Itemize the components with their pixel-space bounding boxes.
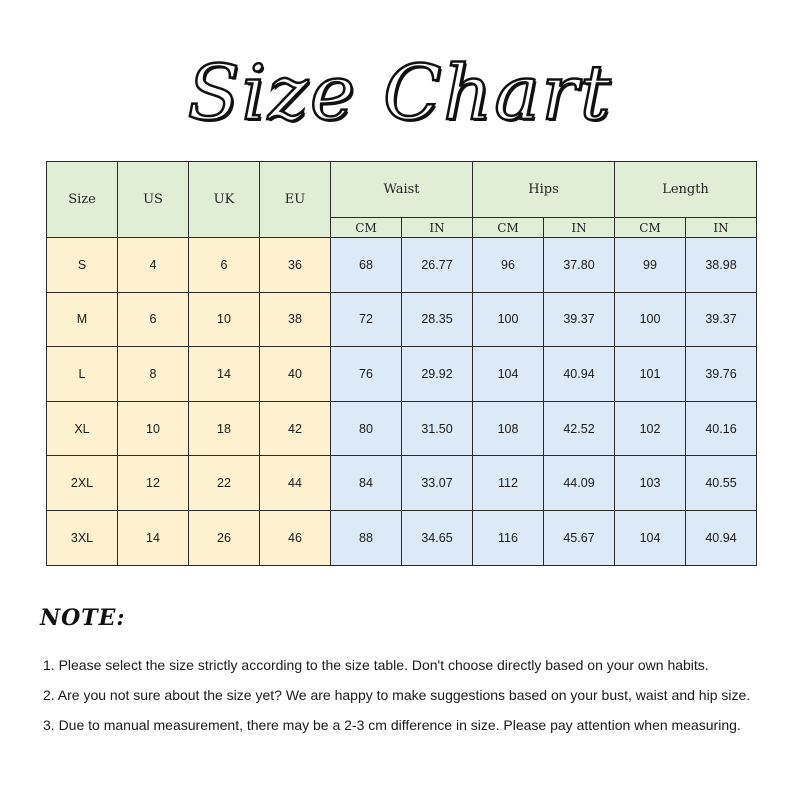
header-hips-in: IN	[544, 218, 615, 238]
cell-us: 12	[118, 456, 189, 511]
cell-hips-cm: 96	[473, 238, 544, 293]
cell-uk: 26	[189, 510, 260, 565]
table-row	[47, 238, 757, 293]
cell-hips-cm: 104	[473, 347, 544, 402]
cell-waist-in: 29.92	[402, 347, 473, 402]
notes-list	[43, 650, 793, 740]
page-title: Size Chart	[187, 48, 613, 137]
cell-us: 8	[118, 347, 189, 402]
header-size: Size	[47, 162, 118, 238]
cell-us: 4	[118, 238, 189, 293]
header-eu: EU	[260, 162, 331, 238]
cell-uk: 18	[189, 401, 260, 456]
header-waist-in: IN	[402, 218, 473, 238]
cell-length-cm: 102	[615, 401, 686, 456]
cell-hips-cm: 100	[473, 292, 544, 347]
header-length-cm: CM	[615, 218, 686, 238]
cell-length-cm: 103	[615, 456, 686, 511]
header-hips: Hips	[473, 162, 615, 218]
cell-uk: 6	[189, 238, 260, 293]
cell-waist-cm: 84	[331, 456, 402, 511]
cell-length-cm: 104	[615, 510, 686, 565]
note-line-2: 2. Are you not sure about the size yet? We are happy to make suggestions based on your bust, waist and hip size.	[43, 687, 751, 703]
cell-uk: 14	[189, 347, 260, 402]
header-waist-cm: CM	[331, 218, 402, 238]
table-row	[47, 347, 757, 402]
cell-uk: 22	[189, 456, 260, 511]
table-row	[47, 292, 757, 347]
cell-eu: 38	[260, 292, 331, 347]
cell-eu: 40	[260, 347, 331, 402]
cell-us: 6	[118, 292, 189, 347]
cell-waist-in: 28.35	[402, 292, 473, 347]
cell-size: 2XL	[47, 456, 118, 511]
note-title: NOTE:	[40, 605, 126, 631]
cell-hips-in: 42.52	[544, 401, 615, 456]
table-row	[47, 401, 757, 456]
cell-waist-in: 33.07	[402, 456, 473, 511]
cell-length-in: 39.76	[686, 347, 757, 402]
cell-hips-in: 40.94	[544, 347, 615, 402]
cell-waist-cm: 72	[331, 292, 402, 347]
note-line-3: 3. Due to manual measurement, there may be a 2-3 cm difference in size. Please pay attention when measuring.	[43, 717, 741, 733]
cell-size: M	[47, 292, 118, 347]
cell-hips-cm: 108	[473, 401, 544, 456]
cell-eu: 36	[260, 238, 331, 293]
table-row	[47, 510, 757, 565]
cell-length-cm: 99	[615, 238, 686, 293]
cell-hips-in: 45.67	[544, 510, 615, 565]
cell-length-cm: 101	[615, 347, 686, 402]
cell-length-in: 38.98	[686, 238, 757, 293]
cell-hips-cm: 116	[473, 510, 544, 565]
cell-hips-in: 39.37	[544, 292, 615, 347]
header-us: US	[118, 162, 189, 238]
cell-length-in: 40.55	[686, 456, 757, 511]
cell-waist-in: 34.65	[402, 510, 473, 565]
cell-length-in: 40.94	[686, 510, 757, 565]
cell-eu: 42	[260, 401, 331, 456]
cell-length-in: 40.16	[686, 401, 757, 456]
cell-length-cm: 100	[615, 292, 686, 347]
size-table	[46, 161, 757, 566]
cell-waist-cm: 88	[331, 510, 402, 565]
cell-waist-cm: 76	[331, 347, 402, 402]
header-waist: Waist	[331, 162, 473, 218]
cell-eu: 44	[260, 456, 331, 511]
header-hips-cm: CM	[473, 218, 544, 238]
cell-eu: 46	[260, 510, 331, 565]
cell-waist-cm: 80	[331, 401, 402, 456]
header-uk: UK	[189, 162, 260, 238]
cell-size: XL	[47, 401, 118, 456]
note-line-1: 1. Please select the size strictly according to the size table. Don't choose directly based on your own habits.	[43, 657, 709, 673]
cell-us: 10	[118, 401, 189, 456]
table-row	[47, 456, 757, 511]
cell-hips-cm: 112	[473, 456, 544, 511]
header-length-in: IN	[686, 218, 757, 238]
cell-size: S	[47, 238, 118, 293]
header-length: Length	[615, 162, 757, 218]
cell-size: 3XL	[47, 510, 118, 565]
cell-waist-cm: 68	[331, 238, 402, 293]
cell-us: 14	[118, 510, 189, 565]
cell-length-in: 39.37	[686, 292, 757, 347]
cell-hips-in: 37.80	[544, 238, 615, 293]
cell-uk: 10	[189, 292, 260, 347]
cell-waist-in: 31.50	[402, 401, 473, 456]
cell-size: L	[47, 347, 118, 402]
cell-waist-in: 26.77	[402, 238, 473, 293]
cell-hips-in: 44.09	[544, 456, 615, 511]
